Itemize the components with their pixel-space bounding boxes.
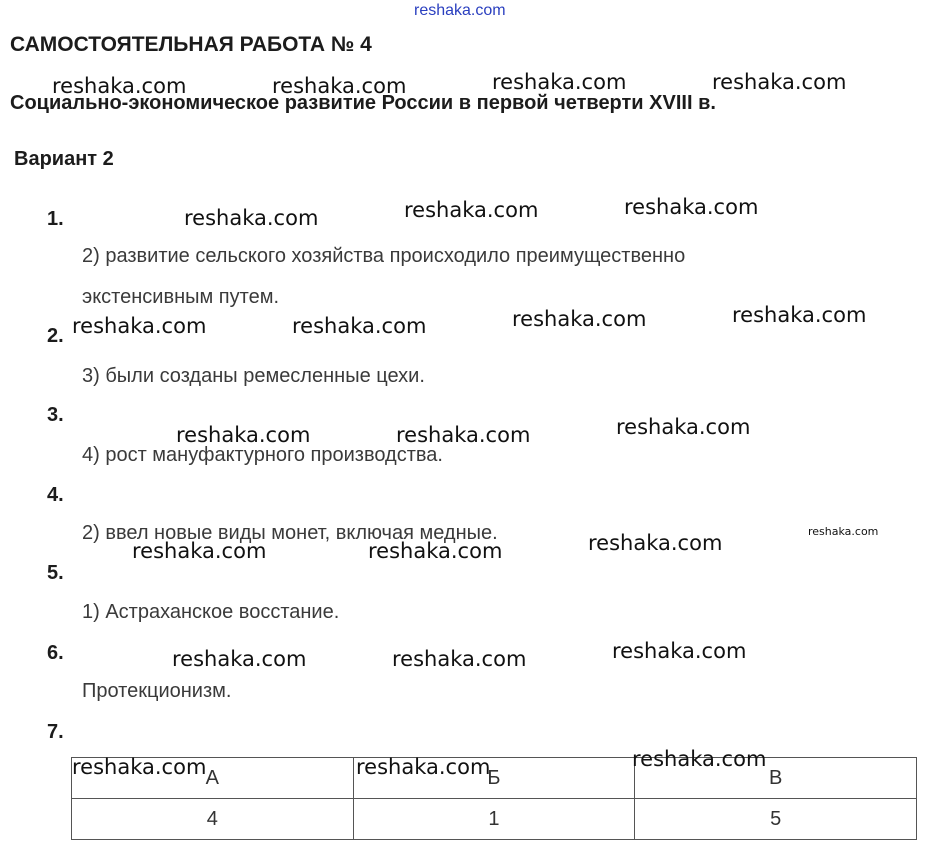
answer-2: 3) были созданы ремесленные цехи. xyxy=(82,365,425,387)
page-subtitle: Социально-экономическое развитие России в первой четверти XVIII в. xyxy=(10,92,716,114)
table-header-cell: Б xyxy=(353,758,635,799)
question-number-6: 6. xyxy=(47,642,64,664)
watermark: reshaka.com xyxy=(492,70,627,94)
watermark: reshaka.com xyxy=(616,415,751,439)
question-number-2: 2. xyxy=(47,325,64,347)
question-number-4: 4. xyxy=(47,484,64,506)
variant-label: Вариант 2 xyxy=(14,148,114,170)
watermark: reshaka.com xyxy=(396,423,531,447)
question-number-1: 1. xyxy=(47,208,64,230)
watermark: reshaka.com xyxy=(404,198,539,222)
watermark: reshaka.com xyxy=(184,206,319,230)
watermark: reshaka.com xyxy=(52,74,187,98)
watermark: reshaka.com xyxy=(368,539,503,563)
watermark: reshaka.com xyxy=(392,647,527,671)
watermark: reshaka.com xyxy=(612,639,747,663)
answer-6: Протекционизм. xyxy=(82,680,232,702)
watermark: reshaka.com xyxy=(808,525,879,538)
watermark: reshaka.com xyxy=(624,195,759,219)
site-header-link[interactable]: reshaka.com xyxy=(414,2,506,19)
answer-1-line-1: 2) развитие сельского хозяйства происходило преимущественно xyxy=(82,245,686,267)
watermark: reshaka.com xyxy=(712,70,847,94)
watermark: reshaka.com xyxy=(356,755,491,779)
table-header-cell: А xyxy=(72,758,354,799)
table-header-cell: В xyxy=(635,758,917,799)
page-title: САМОСТОЯТЕЛЬНАЯ РАБОТА № 4 xyxy=(10,33,372,56)
watermark: reshaka.com xyxy=(512,307,647,331)
question-number-7: 7. xyxy=(47,721,64,743)
question-number-5: 5. xyxy=(47,562,64,584)
watermark: reshaka.com xyxy=(272,74,407,98)
question-number-3: 3. xyxy=(47,404,64,426)
watermark: reshaka.com xyxy=(172,647,307,671)
table-cell: 4 xyxy=(72,799,354,840)
answer-3: 4) рост мануфактурного производства. xyxy=(82,444,443,466)
answer-4: 2) ввел новые виды монет, включая медные. xyxy=(82,522,498,544)
table-row xyxy=(72,799,917,840)
watermark: reshaka.com xyxy=(176,423,311,447)
answer-5: 1) Астраханское восстание. xyxy=(82,601,340,623)
watermark: reshaka.com xyxy=(732,303,867,327)
table-cell: 1 xyxy=(353,799,635,840)
answer-1-line-2: экстенсивным путем. xyxy=(82,286,280,308)
watermark: reshaka.com xyxy=(292,314,427,338)
watermark: reshaka.com xyxy=(588,531,723,555)
table-cell: 5 xyxy=(635,799,917,840)
watermark: reshaka.com xyxy=(632,747,767,771)
watermark: reshaka.com xyxy=(72,314,207,338)
watermark: reshaka.com xyxy=(72,755,207,779)
watermark: reshaka.com xyxy=(132,539,267,563)
